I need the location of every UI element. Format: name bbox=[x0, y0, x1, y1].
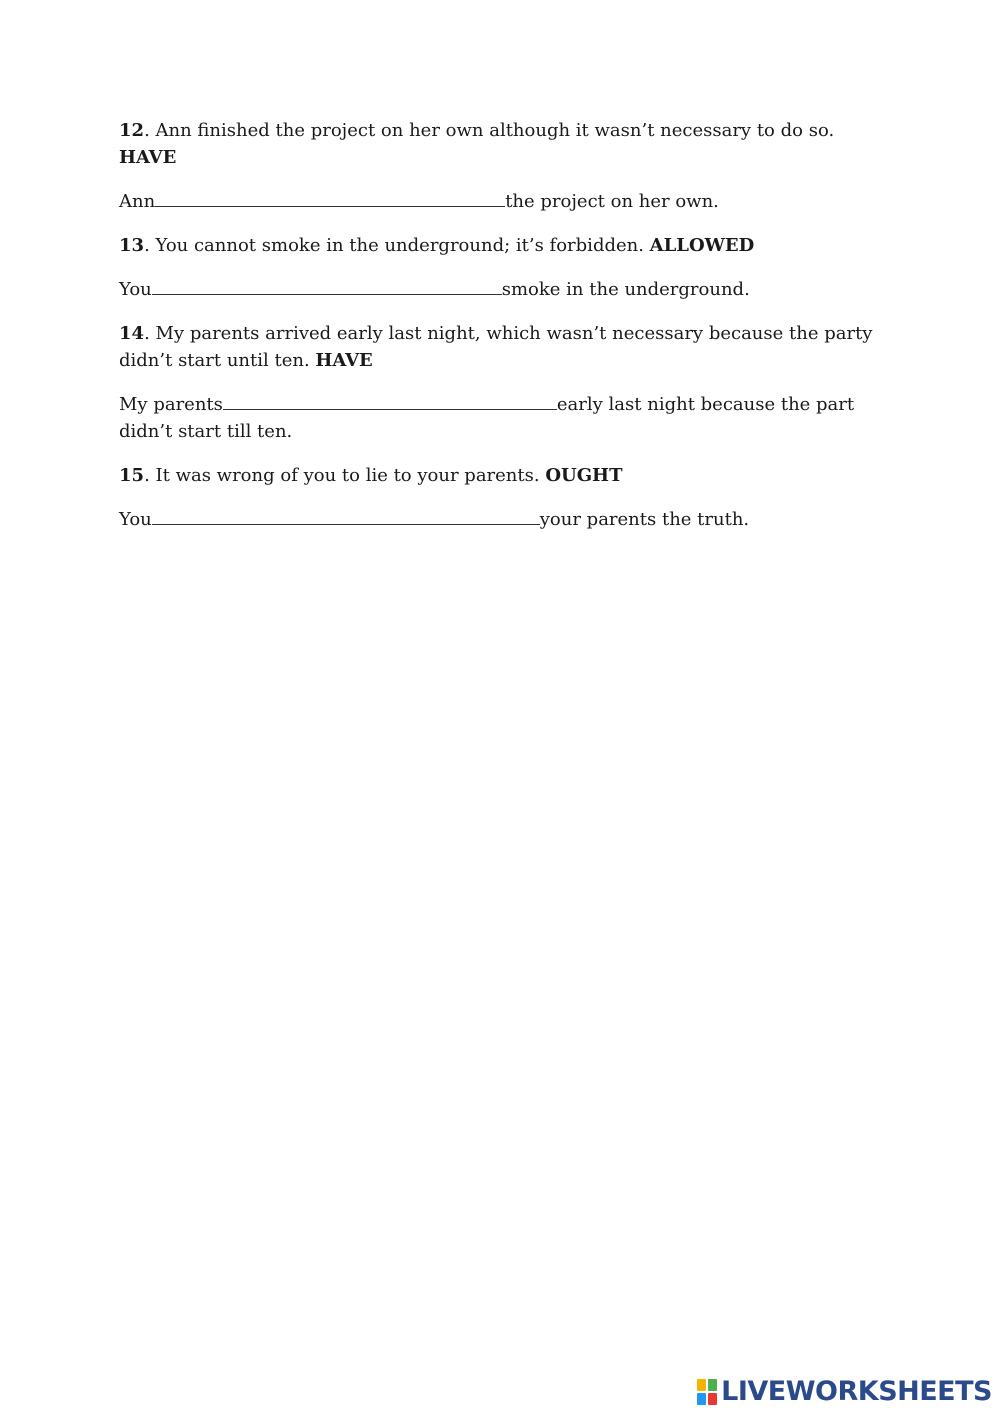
answer-end-text: your parents the truth. bbox=[539, 509, 750, 530]
logo-tile-l bbox=[697, 1379, 706, 1391]
question-number: 15 bbox=[119, 465, 145, 486]
question-number: 13 bbox=[119, 235, 145, 256]
question-15 bbox=[119, 462, 889, 489]
answer-line-15 bbox=[119, 506, 889, 533]
answer-blank-14[interactable] bbox=[223, 391, 557, 410]
worksheet-page bbox=[119, 117, 889, 550]
answer-end-text: smoke in the underground. bbox=[501, 279, 750, 300]
question-number: 12 bbox=[119, 120, 145, 141]
answer-blank-13[interactable] bbox=[152, 276, 502, 295]
question-12 bbox=[119, 117, 889, 171]
answer-end-text: the project on her own. bbox=[505, 191, 719, 212]
answer-end-text: early last night because the part didn’t start till ten. bbox=[119, 394, 855, 442]
answer-line-14 bbox=[119, 391, 889, 445]
question-keyword: OUGHT bbox=[545, 465, 623, 486]
logo-tile-e bbox=[708, 1393, 717, 1405]
brand-name: LIVEWORKSHEETS bbox=[721, 1376, 992, 1407]
answer-start-text: Ann bbox=[119, 191, 156, 212]
question-prompt: . Ann finished the project on her own although it wasn’t necessary to do so. bbox=[144, 120, 835, 141]
answer-start-text: You bbox=[119, 279, 152, 300]
question-13 bbox=[119, 232, 889, 259]
logo-tile-i bbox=[708, 1379, 717, 1391]
answer-start-text: You bbox=[119, 509, 152, 530]
answer-line-13 bbox=[119, 276, 889, 303]
question-keyword: HAVE bbox=[119, 147, 177, 168]
question-14 bbox=[119, 320, 889, 374]
question-prompt: . You cannot smoke in the underground; it’s forbidden. bbox=[144, 235, 650, 256]
liveworksheets-logo bbox=[697, 1377, 992, 1407]
answer-start-text: My parents bbox=[119, 394, 223, 415]
question-prompt: . My parents arrived early last night, which wasn’t necessary because the party didn’t start until ten. bbox=[119, 323, 873, 371]
answer-line-12 bbox=[119, 188, 889, 215]
question-keyword: HAVE bbox=[315, 350, 373, 371]
logo-tile-v bbox=[697, 1393, 706, 1405]
answer-blank-15[interactable] bbox=[152, 506, 540, 525]
liveworksheets-logo-icon bbox=[697, 1379, 717, 1405]
question-number: 14 bbox=[119, 323, 145, 344]
question-prompt: . It was wrong of you to lie to your parents. bbox=[144, 465, 546, 486]
answer-blank-12[interactable] bbox=[155, 188, 505, 207]
question-keyword: ALLOWED bbox=[649, 235, 755, 256]
